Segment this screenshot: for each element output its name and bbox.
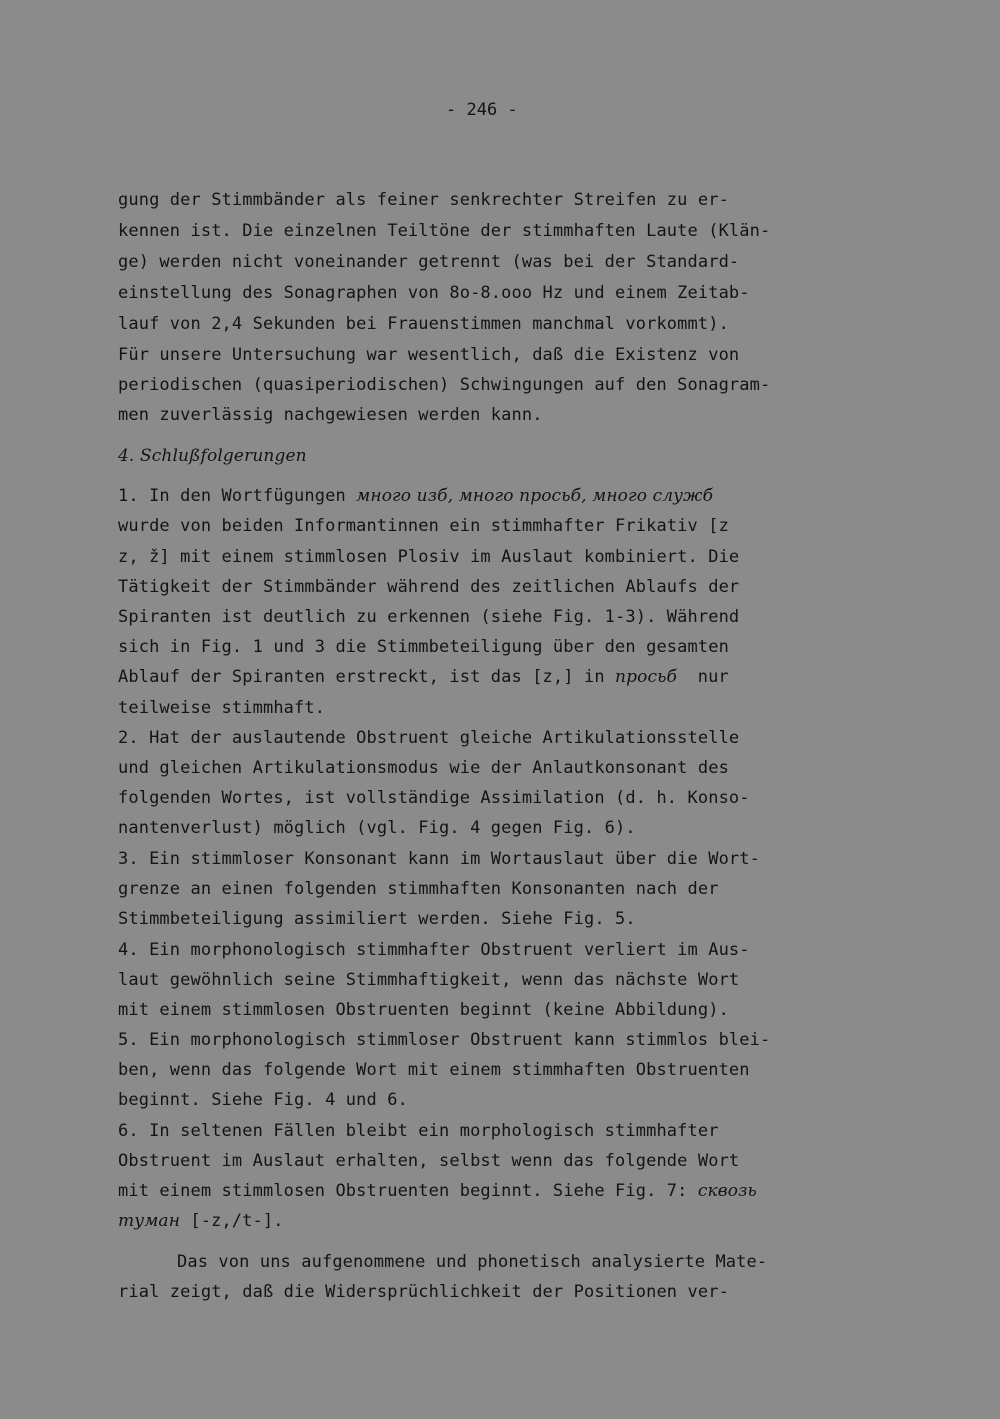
text-line: Spiranten ist deutlich zu erkennen (siehe Fig. 1-3). Während	[118, 607, 740, 627]
text-line: Stimmbeteiligung assimiliert werden. Siehe Fig. 5.	[118, 909, 636, 929]
text-line: men zuverlässig nachgewiesen werden kann.	[118, 405, 543, 425]
list-item-1-line-7	[118, 667, 729, 687]
russian-word: просьб	[615, 667, 677, 687]
text-line: laut gewöhnlich seine Stimmhaftigkeit, wenn das nächste Wort	[118, 970, 740, 990]
text-line: 4. Ein morphonologisch stimmhafter Obstruent verliert im Aus-	[118, 940, 750, 960]
text-line: teilweise stimmhaft.	[118, 698, 326, 718]
text-span: Ablauf der Spiranten erstreckt, ist das [z,] in	[118, 667, 616, 687]
text-line: periodischen (quasiperiodischen) Schwingungen auf den Sonagram-	[118, 375, 771, 395]
list-item-1-line-1	[118, 486, 713, 506]
text-line: 6. In seltenen Fällen bleibt ein morphologisch stimmhafter	[118, 1121, 719, 1141]
text-line: mit einem stimmlosen Obstruenten beginnt (keine Abbildung).	[118, 1000, 729, 1020]
text-line: kennen ist. Die einzelnen Teiltöne der stimmhaften Laute (Klän-	[118, 221, 771, 241]
section-heading: 4. Schlußfolgerungen	[118, 446, 307, 466]
text-line: und gleichen Artikulationsmodus wie der Anlautkonsonant des	[118, 758, 729, 778]
text-line: Für unsere Untersuchung war wesentlich, daß die Existenz von	[118, 345, 740, 365]
text-line: Obstruent im Auslaut erhalten, selbst wenn das folgende Wort	[118, 1151, 740, 1171]
russian-word: туман	[118, 1211, 181, 1231]
text-span: 1. In den Wortfügungen	[118, 486, 357, 506]
text-line: sich in Fig. 1 und 3 die Stimmbeteiligung über den gesamten	[118, 637, 729, 657]
text-line: grenze an einen folgenden stimmhaften Konsonanten nach der	[118, 879, 719, 899]
text-line: gung der Stimmbänder als feiner senkrechter Streifen zu er-	[118, 190, 729, 210]
text-line: Das von uns aufgenommene und phonetisch analysierte Mate-	[177, 1252, 768, 1272]
text-span: nur	[677, 667, 729, 687]
text-line: Tätigkeit der Stimmbänder während des zeitlichen Ablaufs der	[118, 577, 740, 597]
list-item-6-line-3	[118, 1181, 757, 1201]
text-span: [-z,/t-].	[180, 1211, 284, 1231]
page-number: - 246 -	[446, 100, 518, 120]
text-span: mit einem stimmlosen Obstruenten beginnt. Siehe Fig. 7:	[118, 1181, 698, 1201]
text-line: nantenverlust) möglich (vgl. Fig. 4 gegen Fig. 6).	[118, 818, 636, 838]
text-line: lauf von 2,4 Sekunden bei Frauenstimmen manchmal vorkommt).	[118, 314, 729, 334]
text-line: einstellung des Sonagraphen von 8o-8.ooo Hz und einem Zeitab-	[118, 283, 750, 303]
text-line: wurde von beiden Informantinnen ein stimmhafter Frikativ [z	[118, 516, 729, 536]
list-item-6-line-4	[118, 1211, 284, 1231]
russian-word: сквозь	[697, 1181, 757, 1201]
text-line: z, ž] mit einem stimmlosen Plosiv im Auslaut kombiniert. Die	[118, 547, 740, 567]
text-line: ben, wenn das folgende Wort mit einem stimmhaften Obstruenten	[118, 1060, 750, 1080]
text-line: 3. Ein stimmloser Konsonant kann im Wortauslaut über die Wort-	[118, 849, 761, 869]
text-line: beginnt. Siehe Fig. 4 und 6.	[118, 1090, 408, 1110]
russian-phrase: много изб, много просьб, много служб	[356, 486, 714, 506]
text-line: ge) werden nicht voneinander getrennt (was bei der Standard-	[118, 252, 740, 272]
text-line: rial zeigt, daß die Widersprüchlichkeit der Positionen ver-	[118, 1282, 729, 1302]
text-line: 5. Ein morphonologisch stimmloser Obstruent kann stimmlos blei-	[118, 1030, 771, 1050]
text-line: 2. Hat der auslautende Obstruent gleiche Artikulationsstelle	[118, 728, 740, 748]
text-line: folgenden Wortes, ist vollständige Assimilation (d. h. Konso-	[118, 788, 750, 808]
